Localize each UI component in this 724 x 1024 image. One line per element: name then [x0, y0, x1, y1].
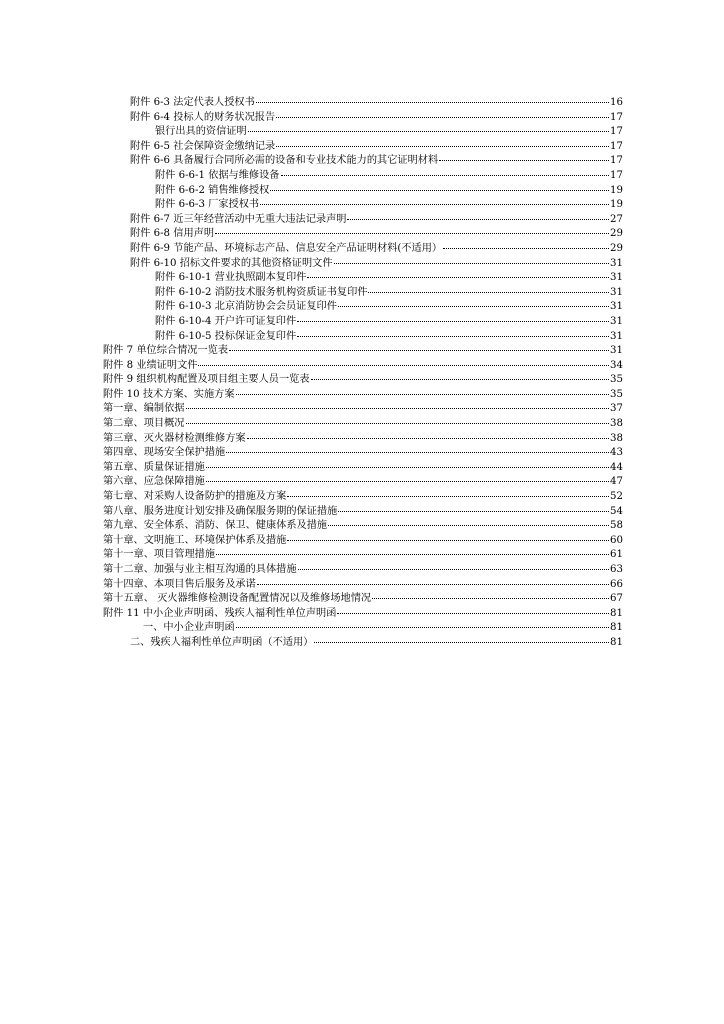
- toc-entry[interactable]: [103, 505, 623, 520]
- dot-leader: [307, 277, 609, 278]
- toc-entry-page: 19: [610, 199, 623, 211]
- toc-entry-page: 61: [610, 549, 623, 561]
- toc-entry-page: 35: [610, 374, 623, 386]
- dot-leader: [256, 102, 609, 103]
- toc-entry[interactable]: [103, 402, 623, 417]
- dot-leader: [298, 569, 609, 570]
- toc-entry[interactable]: [103, 578, 623, 593]
- toc-entry-page: 38: [610, 432, 623, 444]
- toc-entry-title: 第十一章、项目管理措施: [103, 549, 216, 561]
- dot-leader: [368, 292, 609, 293]
- toc-entry-page: 17: [610, 111, 623, 123]
- toc-entry-page: 31: [610, 330, 623, 342]
- toc-entry-page: 17: [610, 155, 623, 167]
- dot-leader: [347, 219, 609, 220]
- toc-entry-title: 第五章、质量保证措施: [103, 461, 205, 473]
- toc-entry[interactable]: [103, 446, 623, 461]
- dot-leader: [276, 146, 609, 147]
- toc-entry-page: 29: [610, 228, 623, 240]
- toc-entry[interactable]: [103, 607, 623, 622]
- toc-entry-page: 58: [610, 520, 623, 532]
- toc-entry-title: 附件 6-8 信用声明: [130, 228, 215, 240]
- toc-entry-page: 31: [610, 301, 623, 313]
- toc-entry[interactable]: [103, 242, 623, 257]
- dot-leader: [206, 481, 609, 482]
- toc-entry-page: 31: [610, 345, 623, 357]
- toc-entry-page: 17: [610, 126, 623, 138]
- dot-leader: [206, 467, 609, 468]
- toc-entry-page: 54: [610, 505, 623, 517]
- toc-entry-title: 附件 6-5 社会保障资金缴纳记录: [130, 140, 276, 152]
- dot-leader: [287, 540, 609, 541]
- toc-entry-title: 附件 6-6-3 厂家授权书: [155, 199, 260, 211]
- toc-entry-page: 27: [610, 213, 623, 225]
- toc-entry[interactable]: [103, 461, 623, 476]
- toc-entry-title: 第七章、对采购人设备防护的措施及方案: [103, 491, 287, 503]
- toc-entry-title: 附件 9 组织机构配置及项目组主要人员一览表: [103, 374, 310, 386]
- toc-entry-title: 附件 11 中小企业声明函、残疾人福利性单位声明函: [103, 607, 337, 619]
- toc-entry-page: 34: [610, 359, 623, 371]
- dot-leader: [186, 408, 610, 409]
- dot-leader: [276, 117, 609, 118]
- toc-entry-page: 81: [610, 622, 623, 634]
- toc-entry-page: 38: [610, 418, 623, 430]
- toc-entry-page: 81: [610, 607, 623, 619]
- dot-leader: [186, 423, 610, 424]
- dot-leader: [236, 394, 610, 395]
- toc-entry[interactable]: [103, 140, 623, 155]
- toc-entry-page: 47: [610, 476, 623, 488]
- toc-entry-title: 附件 8 业绩证明文件: [103, 359, 198, 371]
- toc-entry[interactable]: [103, 154, 623, 169]
- toc-entry-title: 第三章、灭火器材检测维修方案: [103, 432, 246, 444]
- toc-entry-page: 16: [610, 97, 623, 108]
- dot-leader: [226, 452, 609, 453]
- toc-entry-title: 附件 10 技术方案、实施方案: [103, 388, 235, 400]
- toc-entry[interactable]: [103, 373, 623, 388]
- toc-entry[interactable]: [103, 271, 623, 286]
- toc-entry[interactable]: [103, 227, 623, 242]
- toc-entry-title: 银行出具的资信证明: [155, 126, 247, 138]
- dot-leader: [338, 306, 609, 307]
- toc-entry-title: 附件 6-10 招标文件要求的其他资格证明文件: [130, 257, 333, 269]
- dot-leader: [314, 642, 609, 643]
- toc-entry-title: 附件 6-10-2 消防技术服务机构资质证书复印件: [155, 286, 368, 298]
- toc-entry[interactable]: [103, 359, 623, 374]
- dot-leader: [215, 233, 609, 234]
- toc-entry-page: 31: [610, 286, 623, 298]
- toc-entry[interactable]: [103, 432, 623, 447]
- toc-entry-title: 第六章、应急保障措施: [103, 476, 205, 488]
- toc-entry-title: 二、残疾人福利性单位声明函（不适用）: [130, 636, 314, 648]
- dot-leader: [443, 248, 609, 249]
- toc-entry[interactable]: [103, 490, 623, 505]
- toc-entry-title: 第一章、编制依据: [103, 403, 185, 415]
- toc-entry-page: 52: [610, 491, 623, 503]
- dot-leader: [439, 160, 609, 161]
- toc-entry-page: 63: [610, 564, 623, 575]
- toc-entry-title: 附件 6-10-4 开户许可证复印件: [155, 315, 297, 327]
- toc-entry-page: 60: [610, 534, 623, 546]
- toc-entry-page: 67: [610, 593, 623, 605]
- dot-leader: [372, 598, 609, 599]
- toc-entry-title: 第八章、服务进度计划安排及确保服务期的保证措施: [103, 505, 338, 517]
- dot-leader: [229, 350, 609, 351]
- dot-leader: [270, 190, 609, 191]
- dot-leader: [297, 336, 609, 337]
- dot-leader: [334, 263, 609, 264]
- toc-entry[interactable]: [103, 96, 623, 111]
- toc-entry[interactable]: [103, 563, 623, 578]
- toc-entry[interactable]: [103, 388, 623, 403]
- toc-entry[interactable]: [103, 213, 623, 228]
- toc-entry[interactable]: [103, 519, 623, 534]
- toc-entry[interactable]: [103, 344, 623, 359]
- dot-leader: [311, 379, 610, 380]
- toc-entry[interactable]: [103, 548, 623, 563]
- toc-entry[interactable]: [103, 315, 623, 330]
- dot-leader: [297, 321, 609, 322]
- toc-entry-page: 31: [610, 272, 623, 284]
- dot-leader: [281, 175, 610, 176]
- toc-entry[interactable]: [103, 330, 623, 345]
- toc-entry[interactable]: [103, 125, 623, 140]
- toc-entry-page: 81: [610, 636, 623, 648]
- dot-leader: [338, 511, 609, 512]
- toc-entry[interactable]: [103, 475, 623, 490]
- toc-entry-title: 第十章、文明施工、环境保护体系及措施: [103, 534, 287, 546]
- toc-entry-title: 附件 6-6-1 依据与维修设备: [155, 169, 280, 181]
- toc-entry[interactable]: [103, 621, 623, 636]
- toc-entry-page: 66: [610, 578, 623, 590]
- toc-entry[interactable]: [103, 286, 623, 301]
- toc-entry-title: 第九章、安全体系、消防、保卫、健康体系及措施: [103, 520, 328, 532]
- toc-entry-title: 附件 6-4 投标人的财务状况报告: [130, 111, 276, 123]
- toc-entry-page: 19: [610, 184, 623, 196]
- table-of-contents: [103, 96, 623, 651]
- toc-entry-title: 附件 6-7 近三年经营活动中无重大违法记录声明: [130, 213, 347, 225]
- toc-entry-page: 37: [610, 403, 623, 415]
- toc-entry-title: 附件 6-10-3 北京消防协会会员证复印件: [155, 301, 337, 313]
- toc-entry[interactable]: [103, 592, 623, 607]
- dot-leader: [198, 365, 609, 366]
- toc-entry-title: 附件 6-6 具备履行合同所必需的设备和专业技术能力的其它证明材料: [130, 155, 439, 167]
- toc-entry[interactable]: [103, 534, 623, 549]
- toc-entry[interactable]: [103, 111, 623, 126]
- toc-entry[interactable]: [103, 198, 623, 213]
- toc-entry-title: 第十四章、本项目售后服务及承诺: [103, 578, 256, 590]
- toc-entry-page: 17: [610, 169, 623, 181]
- dot-leader: [287, 496, 609, 497]
- toc-entry-title: 附件 6-10-1 营业执照副本复印件: [155, 272, 307, 284]
- toc-entry-title: 第十五章、 灭火器维修检测设备配置情况以及维修场地情况: [103, 593, 372, 605]
- toc-entry-page: 35: [610, 388, 623, 400]
- toc-entry[interactable]: [103, 169, 623, 184]
- toc-entry-title: 附件 6-3 法定代表人授权书: [130, 97, 255, 108]
- toc-entry-page: 29: [610, 242, 623, 254]
- toc-entry-title: 第十二章、加强与业主相互沟通的具体措施: [103, 564, 297, 575]
- toc-entry[interactable]: [103, 184, 623, 199]
- toc-entry-title: 第四章、现场安全保护措施: [103, 447, 226, 459]
- toc-entry-title: 第二章、项目概况: [103, 418, 185, 430]
- dot-leader: [328, 525, 609, 526]
- toc-entry-title: 附件 7 单位综合情况一览表: [103, 345, 229, 357]
- toc-entry-page: 31: [610, 257, 623, 269]
- toc-entry-title: 附件 6-6-2 销售维修授权: [155, 184, 270, 196]
- toc-entry[interactable]: [103, 636, 623, 651]
- dot-leader: [216, 554, 609, 555]
- toc-entry[interactable]: [103, 417, 623, 432]
- toc-entry-title: 附件 6-9 节能产品、环境标志产品、信息安全产品证明材料(不适用）: [130, 242, 443, 254]
- dot-leader: [247, 438, 609, 439]
- dot-leader: [337, 613, 609, 614]
- toc-entry-title: 一、中小企业声明函: [143, 622, 235, 634]
- toc-entry-page: 31: [610, 315, 623, 327]
- toc-entry-page: 43: [610, 447, 623, 459]
- toc-entry[interactable]: [103, 257, 623, 272]
- toc-entry-page: 44: [610, 461, 623, 473]
- toc-entry-title: 附件 6-10-5 投标保证金复印件: [155, 330, 297, 342]
- dot-leader: [236, 627, 609, 628]
- dot-leader: [248, 131, 609, 132]
- toc-entry-page: 17: [610, 140, 623, 152]
- toc-entry[interactable]: [103, 300, 623, 315]
- dot-leader: [257, 584, 609, 585]
- dot-leader: [260, 204, 609, 205]
